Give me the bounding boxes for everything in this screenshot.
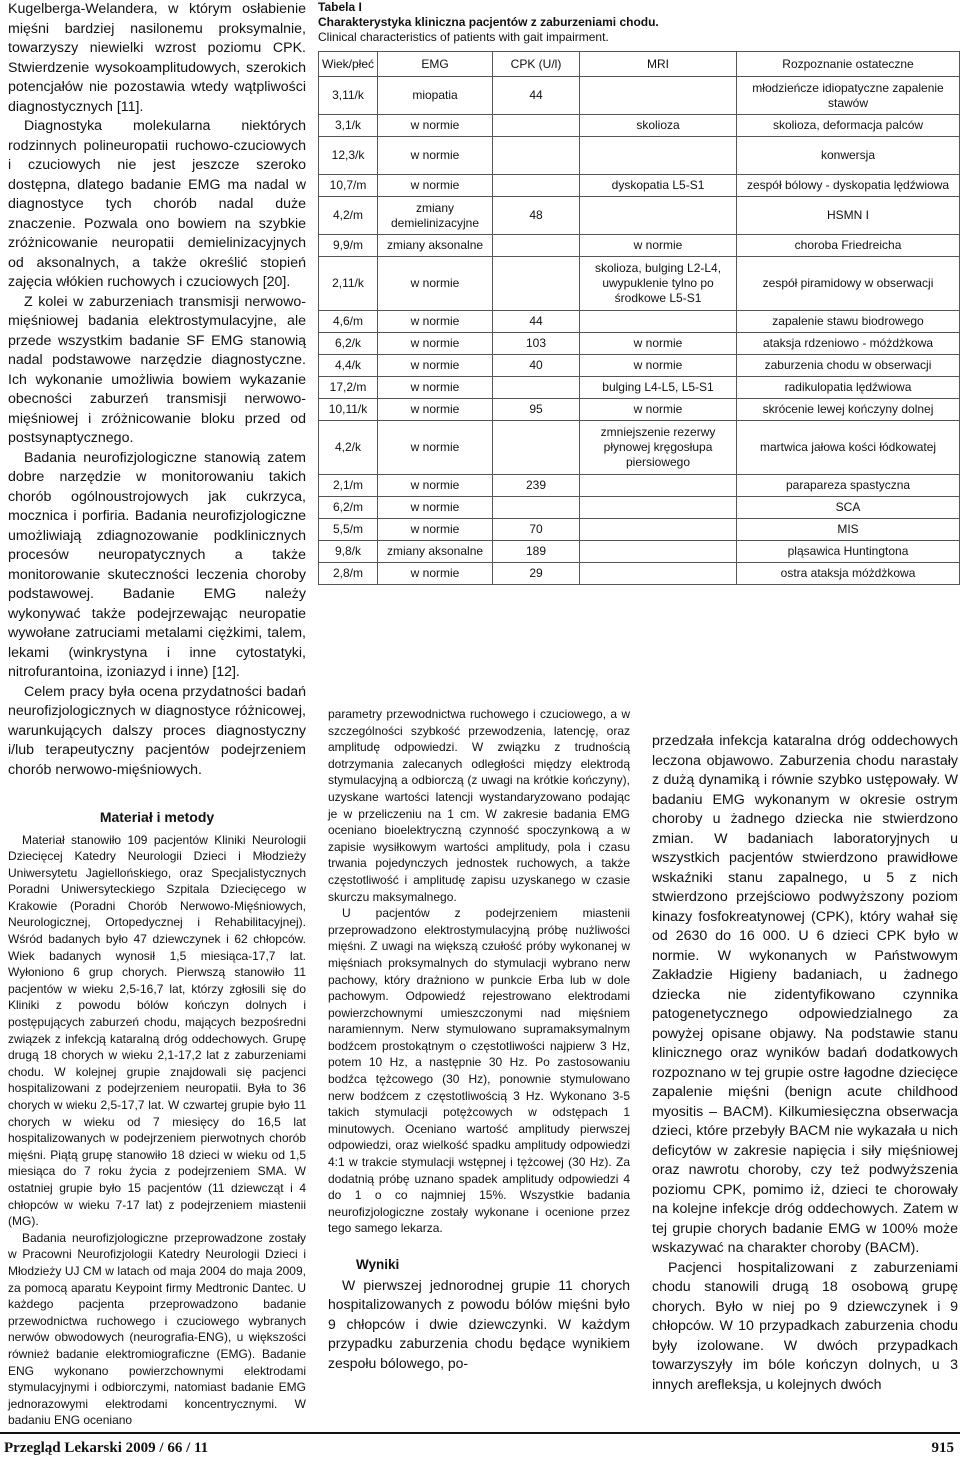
table-cell: skolioza, bulging L2-L4, uwypuklenie tylno po środkowe L5-S1 (580, 257, 737, 311)
table-row (319, 563, 960, 585)
table-cell: choroba Friedreicha (737, 235, 960, 257)
table-row (319, 497, 960, 519)
table-cell: w normie (378, 563, 493, 585)
table-row (319, 311, 960, 333)
table-row (319, 541, 960, 563)
table-cell: 6,2/m (319, 497, 378, 519)
table-cell: zmiany demielinizacyjne (378, 197, 493, 235)
table-cell (580, 197, 737, 235)
table-cell: skolioza, deformacja palców (737, 115, 960, 137)
table-cell (580, 519, 737, 541)
paragraph: Badania neurofizjologiczne przeprowadzone zostały w Pracowni Neurofizjologii Katedry Neurologii Dzieci i Młodzieży UJ CM w latach od maja 2004 do maja 2009, za pomocą aparatu Keypoint firmy Medtronic Dantec. U każdego pacjenta przeprowadzono badanie przewodnictwa ruchowego i czuciowego wybranych nerwów obwodowych (neurografia-ENG), u większości również badanie elektromiograficzne (EMG). Badanie ENG wykonano powierzchownymi elektrodami stymulacyjnymi i odbiorczymi, natomiast badanie EMG jednorazowymi elektrodami koncentrycznymi. W badaniu ENG oceniano (8, 1230, 306, 1428)
table-cell: zmniejszenie rezerwy płynowej kręgosłupa piersiowego (580, 421, 737, 475)
table-cell: 70 (493, 519, 580, 541)
table-cell (493, 497, 580, 519)
table-row (319, 77, 960, 115)
table-row (319, 197, 960, 235)
table-row (319, 519, 960, 541)
methods-text (8, 832, 306, 1429)
table-cell: zespół bólowy - dyskopatia lędźwiowa (737, 175, 960, 197)
table-cell: 10,7/m (319, 175, 378, 197)
patients-table (318, 51, 960, 585)
table-cell: w normie (378, 355, 493, 377)
table-cell (493, 257, 580, 311)
footer-rule (0, 1432, 960, 1434)
table-cell (580, 541, 737, 563)
middle-column (328, 706, 630, 1373)
paragraph: Diagnostyka molekularna niektórych rodzinnych polineuropatii ruchowo-czuciowych i czuciowych nie jest jeszcze szeroko dostępna, dlatego badanie EMG ma nadal w diagnostyce tych chorób nadal duże znaczenie. Pozwala ono bowiem na szybkie zróżnicowanie neuropatii demielinizacyjnych od aksonalnych, a także określić stopień zajęcia włókien ruchowych i czuciowych [20]. (8, 118, 306, 290)
table-row (319, 421, 960, 475)
column-header: EMG (378, 52, 493, 77)
table-cell: pląsawica Huntingtona (737, 541, 960, 563)
table-cell: w normie (378, 137, 493, 175)
table-block (318, 0, 960, 585)
table-body (319, 77, 960, 585)
table-cell (580, 311, 737, 333)
table-cell (580, 137, 737, 175)
table-cell (493, 421, 580, 475)
table-cell: w normie (378, 475, 493, 497)
journal-citation: Przegląd Lekarski 2009 / 66 / 11 (4, 1440, 209, 1456)
table-cell: 95 (493, 399, 580, 421)
table-row (319, 235, 960, 257)
table-cell: dyskopatia L5-S1 (580, 175, 737, 197)
table-cell: w normie (378, 115, 493, 137)
paragraph: Materiał stanowiło 109 pacjentów Kliniki Neurologii Dziecięcej Katedry Neurologii Dzieci i Młodzieży Uniwersytetu Jagiellońskiego, oraz Specjalistycznych Poradni Uniwersyteckiego Szpitala Dziecięcego w Krakowie (Poradni Chorób Nerwowo-Mięśniowych, Neurologicznej, Ortopedycznej i Rehabilitacyjnej). Wśród badanych było 47 dziewczynek i 62 chłopców. Wiek badanych wynosił 1,5 miesiąca-17,7 lat. Wyłoniono 6 grup chorych. Pierwszą stanowiło 11 pacjentów w wieku 2,5-16,7 lat, którzy zgłosili się do Kliniki z powodu bólów kończyn dolnych i postępujących zaburzeń chodu, mających bezpośredni związek z infekcją kataralną dróg oddechowych. Grupę drugą 18 chorych w wieku 2,1-17,2 lat z zaburzeniami chodu. W kolejnej grupie znajdowali się pacjenci hospitalizowani z podejrzeniem neuropatii. Była to 36 chorych w wieku 2,5-17,7 lat. W czwartej grupie było 11 chorych w wieku od 7 miesięcy do 16,5 lat hospitalizowanych w podejrzeniem pierwotnych chorób mięśni. Piątą grupę stanowiło 18 dzieci w wieku od 1,5 miesiąca do 7 roku życia z podejrzeniem SMA. W ostatniej grupie było 15 pacjentów (11 dziewcząt i 4 chłopców w wieku 7-17 lat) z podejrzeniem miastenii (MG). (8, 832, 306, 1229)
table-row (319, 137, 960, 175)
paragraph: U pacjentów z podejrzeniem miastenii przeprowadzono elektrostymulacyjną próbę nużliwości mięśni. Z uwagi na większą czułość próby wykonanej w mięśniach proksymalnych do stymulacji wybrano nerw pachowy, który drażniono w punkcie Erba lub w dole pachowym. Odpowiedź rejestrowano elektrodami powierzchownymi umieszczonymi nad mięśniem naramiennym. Nerw stymulowano supramaksymalnym bodźcem prostokątnym o częstotliwości najpierw 3 Hz, potem 10 Hz, a następnie 30 Hz. Po zastosowaniu bodźca tężcowego (30 Hz), ponownie stymulowano nerw bodźcem z częstotliwością 3 Hz. Wykonano 3-5 takich stymulacji potężcowych w odstępach 1 minutowych. Oceniano wartość amplitudy pierwszej odpowiedzi, oraz wielkość spadku amplitudy odpowiedzi 4:1 w trakcie stymulacji wstępnej i tężcowej (30 Hz). Za dodatnią próbę uznano spadek amplitudy odpowiedzi 4 do 1 o co najmniej 15%. Wszystkie badania neurofizjologiczne zostały wykonane i ocenione przez tego samego lekarza. (328, 906, 630, 1236)
table-cell: 189 (493, 541, 580, 563)
table-cell (493, 235, 580, 257)
table-cell: 3,1/k (319, 115, 378, 137)
table-cell: 9,9/m (319, 235, 378, 257)
table-cell: HSMN I (737, 197, 960, 235)
page-number: 915 (931, 1440, 954, 1456)
table-cell: parapareza spastyczna (737, 475, 960, 497)
paragraph: Z kolei w zaburzeniach transmisji nerwowo-mięśniowej badania elektrostymulacyjne, ale przede wszystkim badanie SF EMG stanowią nadal podstawowe narzędzie diagnostyczne. Ich wykonanie umożliwia bowiem wykazanie obecności zaburzeń transmisji nerwowo-mięśniowej i zróżnicowanie bloku przed od postsynaptycznego. (8, 293, 306, 446)
table-cell: 2,8/m (319, 563, 378, 585)
table-title-en: Clinical characteristics of patients with gait impairment. (318, 30, 609, 44)
paragraph: przedzała infekcja kataralna dróg oddechowych leczona objawowo. Zaburzenia chodu narastały z dużą dynamiką i równie szybko ustępowały. W badaniu EMG wykonanym w okresie ostrym choroby u żadnego dziecka nie stwierdzono zmian. W badaniach laboratoryjnych u wszystkich pacjentów stwierdzono prawidłowe wskaźniki stanu zapalnego, u 5 z nich stwierdzono przejściowo podwyższony poziom kinazy fosfokreatynowej (CPK), który wahał się od 2630 do 16 000. U 6 dzieci CPK było w normie. W wykonanych w Państwowym Zakładzie Higieny badaniach, u żadnego dziecka nie zidentyfikowano czynnika patogenetycznego odpowiedzialnego za powyżej opisane objawy. Na podstawie stanu klinicznego oraz wyników badań dodatkowych rozpoznano w tej grupie ostre łagodne dziecięce zapalenie mięśni (benign acute childhood myositis – BACM). Kilkumiesięczna obserwacja dzieci, które przebyły BACM nie wykazała u nich deficytów w zakresie napięcia i siły mięśniowej oraz nawrotu choroby, czy też podwyższenia poziomu CPK, pomimo iż, dzieci te chorowały na kolejne infekcje dróg oddechowych. Zatem w tej grupie chorych badanie EMG w 100% może wskazywać na charakter choroby (BACM). (652, 733, 958, 1256)
results-text: W pierwszej jednorodnej grupie 11 chorych hospitalizowanych z powodu bólów mięśni było 9 chłopców i dwie dziewczynki. W każdym przypadku zaburzenia chodu będące wynikiem zespołu bólowego, po- (328, 1276, 630, 1371)
table-row (319, 377, 960, 399)
table-cell: zmiany aksonalne (378, 541, 493, 563)
table-cell: skolioza (580, 115, 737, 137)
table-cell (580, 563, 737, 585)
table-cell: konwersja (737, 137, 960, 175)
table-cell: MIS (737, 519, 960, 541)
table-cell: 29 (493, 563, 580, 585)
table-cell: 44 (493, 77, 580, 115)
table-cell: zapalenie stawu biodrowego (737, 311, 960, 333)
table-cell: w normie (378, 175, 493, 197)
paragraph: Badania neurofizjologiczne stanowią zatem dobre narzędzie w monitorowaniu takich chorób ogólnoustrojowych jak cukrzyca, mocznica i porfiria. Badania neurofizjologiczne umożliwiają zdiagnozowanie podklinicznych procesów neuropatycznych a także monitorowanie skuteczności leczenia choroby podstawowej. Badanie EMG należy wykonywać także podejrzewając neuropatie wywołane zatruciami metalami ciężkimi, talem, lekami (winkrystyna i inne cytostatyki, nitrofurantoina, izoniazyd i inne) [12]. (8, 449, 306, 680)
table-cell: młodzieńcze idiopatyczne zapalenie stawów (737, 77, 960, 115)
table-header-row (319, 52, 960, 77)
table-row (319, 257, 960, 311)
table-cell: zaburzenia chodu w obserwacji (737, 355, 960, 377)
table-cell: w normie (378, 257, 493, 311)
table-cell: bulging L4-L5, L5-S1 (580, 377, 737, 399)
table-row (319, 475, 960, 497)
table-cell: 4,6/m (319, 311, 378, 333)
table-cell: 4,2/m (319, 197, 378, 235)
table-cell: ataksja rdzeniowo - móżdżkowa (737, 333, 960, 355)
table-cell: w normie (378, 421, 493, 475)
table-cell: 239 (493, 475, 580, 497)
table-cell: 103 (493, 333, 580, 355)
table-row (319, 399, 960, 421)
table-cell (493, 175, 580, 197)
column-header: Wiek/płeć (319, 52, 378, 77)
methods-heading: Materiał i metody (99, 809, 215, 825)
table-label: Tabela I (318, 0, 362, 14)
table-cell: 48 (493, 197, 580, 235)
table-cell: 10,11/k (319, 399, 378, 421)
table-cell: zespół piramidowy w obserwacji (737, 257, 960, 311)
column-header: Rozpoznanie ostateczne (737, 52, 960, 77)
column-header: CPK (U/l) (493, 52, 580, 77)
table-cell: w normie (378, 311, 493, 333)
table-cell: 6,2/k (319, 333, 378, 355)
table-cell: w normie (378, 333, 493, 355)
table-cell: 3,11/k (319, 77, 378, 115)
table-title-pl: Charakterystyka kliniczna pacjentów z zaburzeniami chodu. (318, 15, 659, 29)
table-cell: 4,4/k (319, 355, 378, 377)
paragraph: Pacjenci hospitalizowani z zaburzeniami chodu stanowili drugą 18 osobową grupę chorych. Było w niej po 9 dziewczynek i 9 chłopców. W 10 przypadkach zaburzenia chodu były izolowane. W dwóch przypadkach towarzyszyły im bóle kończyn dolnych, u 3 innych arefleksja, u kolejnych dwóch (652, 1259, 958, 1393)
left-column (8, 0, 306, 1429)
table-cell: 9,8/k (319, 541, 378, 563)
table-cell (580, 77, 737, 115)
table-cell: skrócenie lewej kończyny dolnej (737, 399, 960, 421)
table-cell (580, 497, 737, 519)
table-cell (493, 137, 580, 175)
table-cell: w normie (378, 519, 493, 541)
table-cell: w normie (580, 235, 737, 257)
table-caption (318, 0, 960, 45)
results-heading: Wyniki (356, 1257, 400, 1272)
column-header: MRI (580, 52, 737, 77)
table-cell: 4,2/k (319, 421, 378, 475)
table-cell: w normie (580, 399, 737, 421)
table-cell: 44 (493, 311, 580, 333)
table-cell: 2,1/m (319, 475, 378, 497)
table-cell: miopatia (378, 77, 493, 115)
table-row (319, 355, 960, 377)
table-cell: 5,5/m (319, 519, 378, 541)
table-cell: radikulopatia lędźwiowa (737, 377, 960, 399)
table-row (319, 175, 960, 197)
table-cell (493, 115, 580, 137)
table-cell: 17,2/m (319, 377, 378, 399)
paragraph: parametry przewodnictwa ruchowego i czuciowego, a w szczególności szybkość przewodzenia, latencję, oraz amplitudę odpowiedzi. W związku z trudnością dotrzymania zalecanych odległości między elektrodą stymulacyjną a odbiorczą (z uwagi na krótkie kończyny), uzyskane wartości latencji wystandaryzowano podając je w przeliczeniu na 1 cm. W zakresie badania EMG oceniano bioelektryczną czynność spoczynkową a w zapisie wysiłkowym wartości amplitudy, pola i czasu trwania pojedynczych jednostek ruchowych, a także częstotliwość i amplitudę zapisu uzyskanego w czasie skurczu maksymalnego. (328, 707, 630, 904)
table-cell (580, 475, 737, 497)
table-cell: ostra ataksja móżdżkowa (737, 563, 960, 585)
right-column (652, 732, 958, 1395)
table-cell: SCA (737, 497, 960, 519)
table-cell: w normie (378, 497, 493, 519)
table-cell: 12,3/k (319, 137, 378, 175)
table-row (319, 115, 960, 137)
table-cell: w normie (580, 333, 737, 355)
table-cell: martwica jałowa kości łódkowatej (737, 421, 960, 475)
table-row (319, 333, 960, 355)
table-cell: w normie (378, 377, 493, 399)
table-cell: 2,11/k (319, 257, 378, 311)
paragraph: Celem pracy była ocena przydatności badań neurofizjologicznych w diagnostyce różnicowej, warunkujących dalszy proces diagnostyczny i/lub terapeutyczny pacjentów podejrzeniem chorób nerwowo-mięśniowych. (8, 683, 306, 778)
table-cell: w normie (378, 399, 493, 421)
table-cell: w normie (580, 355, 737, 377)
table-cell: zmiany aksonalne (378, 235, 493, 257)
table-cell: 40 (493, 355, 580, 377)
table-cell (493, 377, 580, 399)
paragraph: Kugelberga-Welandera, w którym osłabienie mięśni bardziej nasilonemu proksymalnie, towarzyszy niewielki wzrost poziomu CPK. Stwierdzenie wysokoamplitudowych, szerokich potencjałów nie pozostawia wtedy wątpliwości diagnostycznych [11]. (8, 1, 306, 115)
